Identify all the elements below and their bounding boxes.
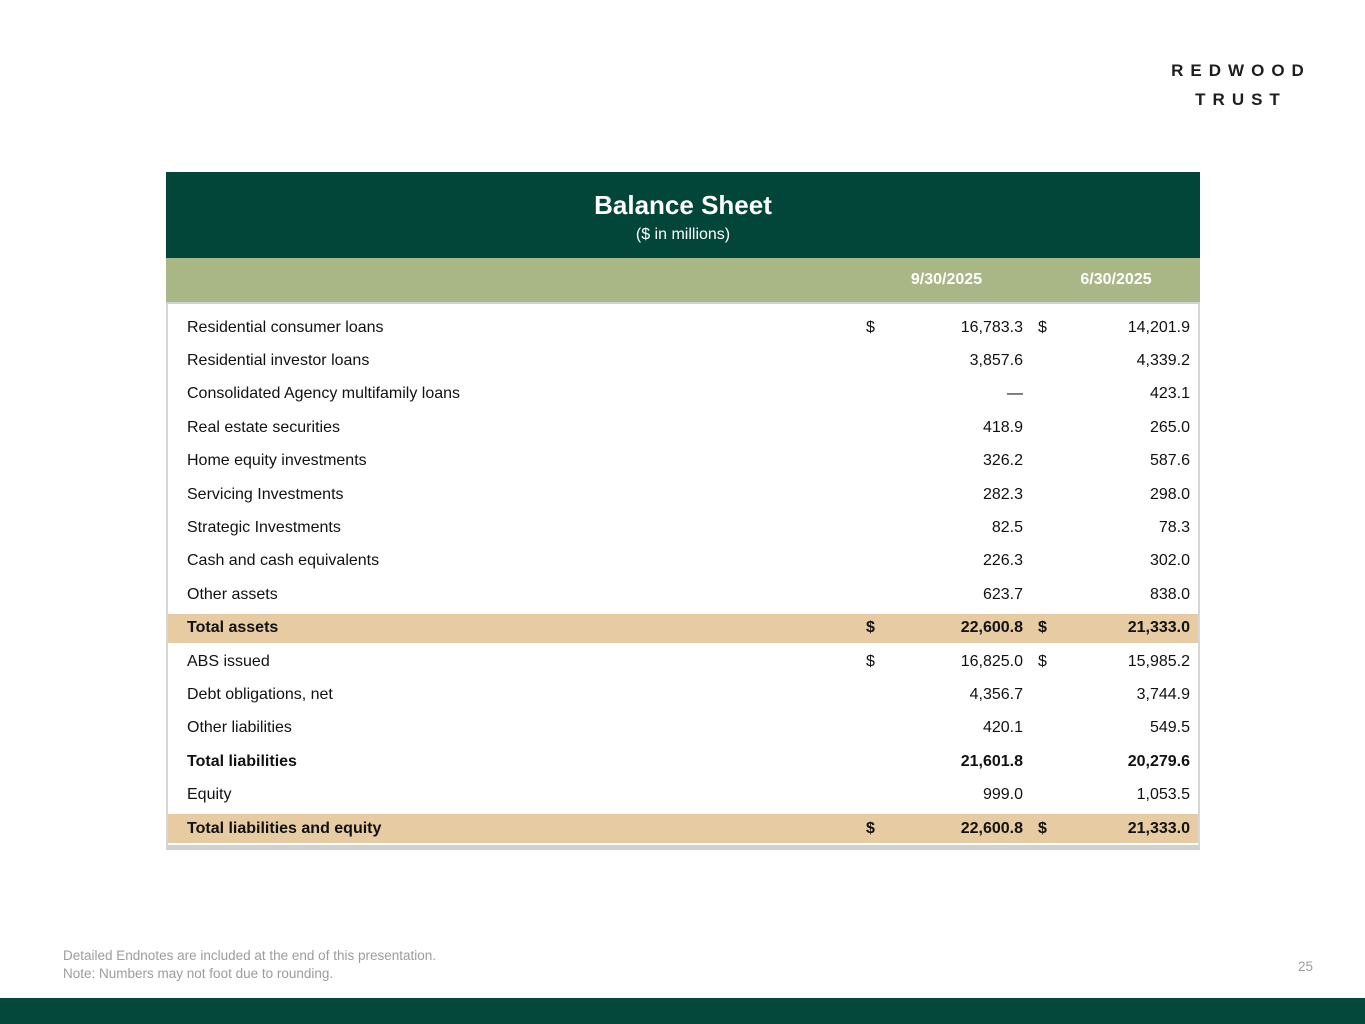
- table-subtitle: ($ in millions): [635, 226, 731, 243]
- value-col2: 21,333.0: [1127, 819, 1190, 837]
- footnote-endnotes: Detailed Endnotes are included at the end of this presentation.: [63, 948, 437, 963]
- footnote-rounding: Note: Numbers may not foot due to rounding.: [63, 966, 334, 981]
- table-title-band: [166, 172, 1200, 258]
- column-header-row: [166, 258, 1200, 304]
- row-label: Total liabilities and equity: [187, 819, 382, 837]
- table-row: [168, 344, 1198, 377]
- value-col1: 226.3: [982, 552, 1023, 570]
- page-number: 25: [1297, 959, 1313, 974]
- value-col1: 16,825.0: [960, 652, 1023, 670]
- currency-symbol-col1: $: [866, 652, 875, 670]
- row-label: Other liabilities: [187, 719, 292, 737]
- value-col1: 999.0: [982, 786, 1023, 804]
- value-col2: 587.6: [1149, 452, 1190, 470]
- value-col1: 623.7: [982, 585, 1023, 603]
- value-col1: 418.9: [982, 418, 1023, 436]
- value-col2: 549.5: [1149, 719, 1190, 737]
- value-col1: 3,857.6: [969, 352, 1023, 370]
- value-col1: 326.2: [982, 452, 1023, 470]
- table-row: [168, 578, 1198, 611]
- table-row: [168, 778, 1198, 811]
- row-label: Strategic Investments: [187, 519, 341, 537]
- table-row: [168, 812, 1198, 845]
- row-label: Consolidated Agency multifamily loans: [187, 385, 461, 403]
- value-col1: 22,600.8: [960, 619, 1023, 637]
- value-col1: 16,783.3: [960, 318, 1023, 336]
- column-header-date-2: 6/30/2025: [1080, 271, 1152, 288]
- value-col2: 265.0: [1149, 418, 1190, 436]
- currency-symbol-col2: $: [1038, 652, 1047, 670]
- table-row: [168, 745, 1198, 778]
- row-label: Cash and cash equivalents: [187, 552, 380, 570]
- value-col2: 3,744.9: [1136, 685, 1190, 703]
- value-col2: 423.1: [1149, 385, 1190, 403]
- currency-symbol-col2: $: [1038, 819, 1047, 837]
- row-label: Residential consumer loans: [187, 318, 384, 336]
- row-label: Servicing Investments: [187, 485, 344, 503]
- table-row: [168, 411, 1198, 444]
- table-row: [168, 378, 1198, 411]
- logo-line-redwood: REDWOOD: [1171, 61, 1311, 80]
- row-label: Residential investor loans: [187, 352, 370, 370]
- bottom-accent-bar: [0, 998, 1365, 1024]
- balance-sheet-table: [166, 172, 1200, 850]
- value-col1: 22,600.8: [960, 819, 1023, 837]
- row-label: Other assets: [187, 585, 278, 603]
- value-col2: 838.0: [1149, 585, 1190, 603]
- table-row: [168, 511, 1198, 544]
- table-body: [166, 304, 1200, 850]
- value-col1: 4,356.7: [969, 685, 1023, 703]
- value-col2: 20,279.6: [1127, 752, 1190, 770]
- table-row: [168, 311, 1198, 344]
- table-row: [168, 445, 1198, 478]
- row-label: Real estate securities: [187, 418, 340, 436]
- table-row: [168, 645, 1198, 678]
- value-col2: 21,333.0: [1127, 619, 1190, 637]
- value-col1: —: [1007, 385, 1023, 403]
- currency-symbol-col1: $: [866, 819, 875, 837]
- value-col2: 78.3: [1158, 519, 1190, 537]
- row-label: Total assets: [187, 619, 279, 637]
- table-row: [168, 612, 1198, 645]
- company-logo: [1161, 62, 1321, 108]
- value-col2: 15,985.2: [1127, 652, 1190, 670]
- footnotes: [63, 947, 436, 983]
- value-col1: 420.1: [982, 719, 1023, 737]
- currency-symbol-col2: $: [1038, 619, 1047, 637]
- value-col1: 82.5: [991, 519, 1023, 537]
- row-label: ABS issued: [187, 652, 270, 670]
- table-row: [168, 545, 1198, 578]
- currency-symbol-col1: $: [866, 318, 875, 336]
- row-label: Total liabilities: [187, 752, 297, 770]
- value-col2: 1,053.5: [1136, 786, 1190, 804]
- value-col2: 14,201.9: [1127, 318, 1190, 336]
- value-col2: 298.0: [1149, 485, 1190, 503]
- table-title: Balance Sheet: [594, 190, 772, 220]
- currency-symbol-col1: $: [866, 619, 875, 637]
- value-col1: 21,601.8: [960, 752, 1023, 770]
- table-row: [168, 478, 1198, 511]
- row-label: Equity: [187, 786, 232, 804]
- row-label: Debt obligations, net: [187, 685, 333, 703]
- value-col2: 302.0: [1149, 552, 1190, 570]
- logo-line-trust: TRUST: [1195, 90, 1287, 109]
- table-row: [168, 678, 1198, 711]
- table-row: [168, 712, 1198, 745]
- row-label: Home equity investments: [187, 452, 367, 470]
- value-col2: 4,339.2: [1136, 352, 1190, 370]
- currency-symbol-col2: $: [1038, 318, 1047, 336]
- column-header-date-1: 9/30/2025: [910, 271, 983, 288]
- value-col1: 282.3: [982, 485, 1023, 503]
